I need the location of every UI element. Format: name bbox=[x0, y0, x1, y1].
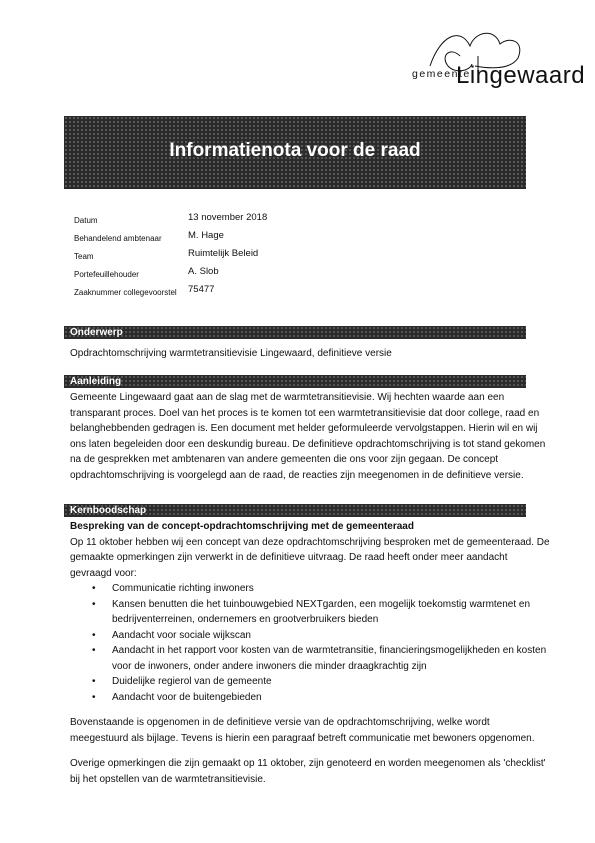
text-line: ons laten begeleiden door een deskundig bureau. De definitieve opdrachtomschrijving is tot stand gekomen bbox=[70, 438, 546, 450]
text-line: Gemeente Lingewaard gaat aan de slag met de warmtetransitievisie. Wij hechten waarde aan een bbox=[70, 392, 505, 403]
list-item bbox=[92, 597, 560, 628]
list-item bbox=[92, 674, 560, 690]
bullet-icon: • bbox=[92, 691, 96, 703]
text-line: Op 11 oktober hebben wij een concept van deze opdrachtomschrijving besproken met de gemeenteraad. De bbox=[70, 536, 550, 548]
text-line: meegestuurd als bijlage. Tevens is hierin een paragraaf betreft communicatie met bewoners opgenomen. bbox=[70, 732, 535, 744]
meta-value: 13 november 2018 bbox=[188, 212, 268, 223]
section-label: Aanleiding bbox=[70, 376, 122, 387]
text-line: Aandacht voor sociale wijkscan bbox=[112, 629, 251, 641]
section-header-kernboodschap bbox=[64, 504, 526, 517]
section-header-onderwerp bbox=[64, 326, 526, 339]
municipality-logo bbox=[400, 26, 586, 96]
aandacht-bullet-list bbox=[92, 581, 560, 705]
list-item bbox=[92, 643, 560, 674]
onderwerp-text: Opdrachtomschrijving warmtetransitievisie Lingewaard, definitieve versie bbox=[70, 348, 392, 359]
logo-lingewaard-text: Lingewaard bbox=[456, 62, 586, 89]
aanleiding-paragraph bbox=[70, 390, 560, 483]
text-line: transparant proces. Doel van het proces is te komen tot een warmtetransitievisie dat door college, raad en bbox=[70, 407, 540, 419]
logo-gemeente-text: gemeente bbox=[412, 68, 471, 80]
meta-key: Zaaknummer collegevoorstel bbox=[74, 288, 177, 297]
document-title: Informatienota voor de raad bbox=[169, 140, 421, 161]
text-line: Duidelijke regierol van de gemeente bbox=[112, 676, 272, 687]
section-header-aanleiding bbox=[64, 375, 526, 388]
bullet-icon: • bbox=[92, 676, 96, 687]
meta-value: M. Hage bbox=[188, 230, 224, 241]
subheading: Bespreking van de concept-opdrachtomschrijving met de gemeenteraad bbox=[70, 521, 414, 532]
meta-value: Ruimtelijk Beleid bbox=[188, 248, 259, 259]
text-line: Overige opmerkingen die zijn gemaakt op 11 oktober, zijn genoteerd en worden meegenomen als 'checklist' bbox=[70, 758, 546, 769]
meta-key: Behandelend ambtenaar bbox=[74, 234, 162, 243]
text-line: na de gesprekken met ambtenaren van andere gemeenten die ons voor zijn gegaan. De concept bbox=[70, 454, 499, 465]
text-line: gemaakte opmerkingen zijn verwerkt in de definitieve uitvraag. De raad heeft onder meer aandacht bbox=[70, 552, 508, 563]
text-line: Aandacht voor de buitengebieden bbox=[112, 691, 262, 703]
section-label: Kernboodschap bbox=[70, 505, 147, 516]
text-line: belanghebbenden gedragen is. Een document met helder geformuleerde vervolgstappen. Hierin wil en wij bbox=[70, 423, 538, 434]
list-item bbox=[92, 581, 560, 597]
text-line: Kansen benutten die het tuinbouwgebied NEXTgarden, een mogelijk toekomstig warmtenet en bbox=[112, 598, 531, 610]
meta-value: A. Slob bbox=[188, 266, 219, 277]
bullet-icon: • bbox=[92, 645, 96, 656]
text-line: bij het opstellen van de warmtetransitievisie. bbox=[70, 773, 266, 785]
title-banner bbox=[64, 116, 526, 189]
bullet-icon: • bbox=[92, 629, 96, 641]
text-line: bedrijventerreinen, ondernemers en grootverbruikers bieden bbox=[112, 614, 379, 625]
list-item bbox=[92, 628, 560, 644]
bullet-icon: • bbox=[92, 583, 96, 594]
text-line: voor de inwoners, onder andere inwoners die minder draagkrachtig zijn bbox=[112, 660, 427, 672]
text-line: Bovenstaande is opgenomen in de definitieve versie van de opdrachtomschrijving, welke wordt bbox=[70, 717, 490, 728]
text-line: Communicatie richting inwoners bbox=[112, 583, 254, 594]
meta-value: 75477 bbox=[188, 284, 215, 295]
text-line: opdrachtomschrijving is voorgelegd aan de raad, de reacties zijn meegenomen in de definitieve versie. bbox=[70, 469, 524, 481]
text-line: Aandacht in het rapport voor kosten van de warmtetransitie, financieringsmogelijkheden en kosten bbox=[112, 645, 547, 656]
bullet-icon: • bbox=[92, 598, 96, 610]
section-label: Onderwerp bbox=[70, 327, 123, 338]
kernboodschap-body bbox=[70, 519, 560, 787]
list-item bbox=[92, 690, 560, 706]
text-line: gevraagd voor: bbox=[70, 567, 137, 579]
meta-key: Portefeuillehouder bbox=[74, 270, 139, 279]
meta-key: Team bbox=[74, 252, 94, 261]
meta-key: Datum bbox=[74, 216, 98, 225]
